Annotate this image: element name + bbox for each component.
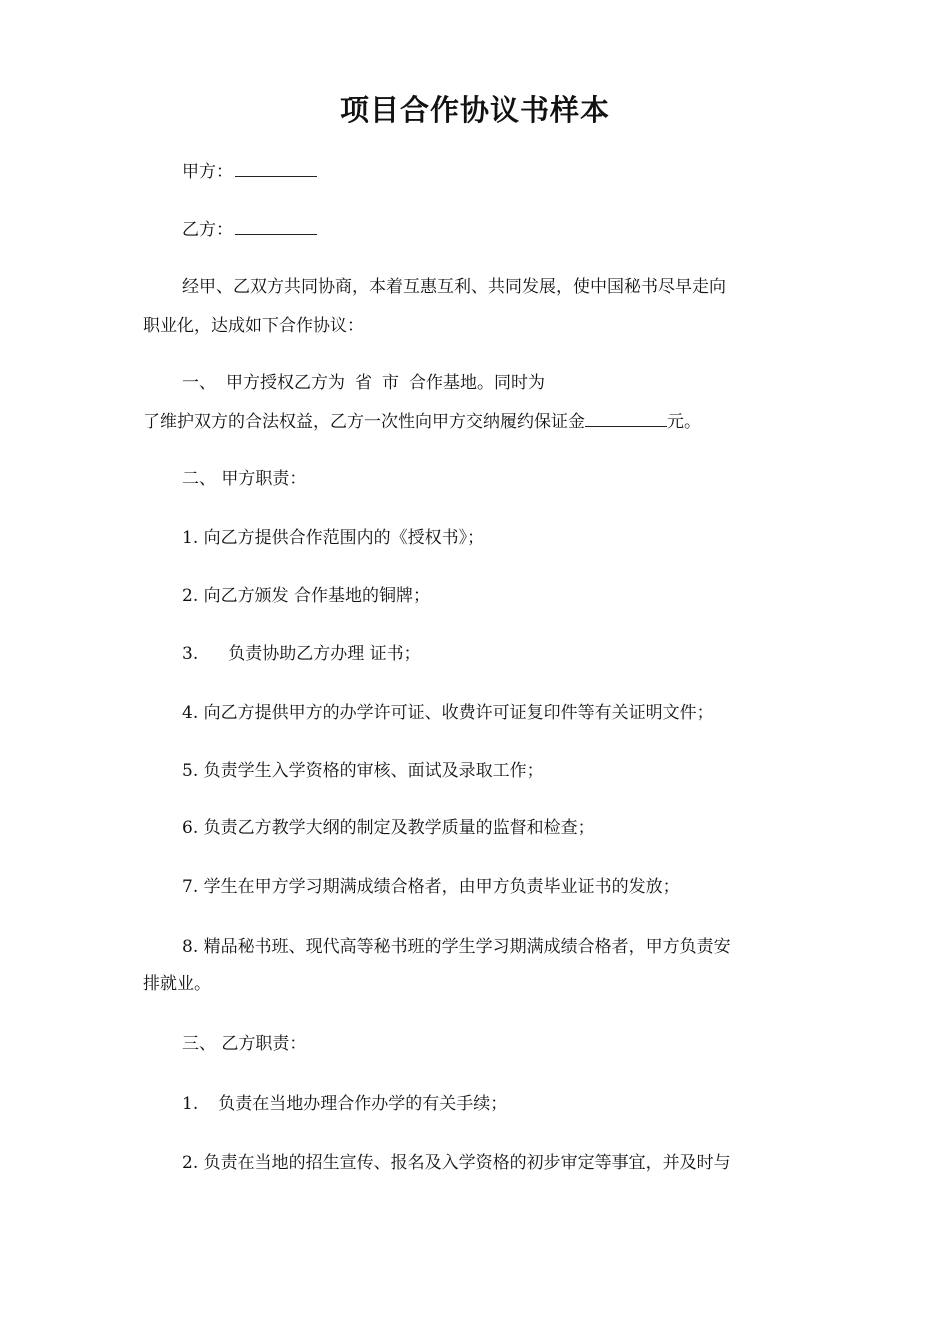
section2-heading: 二、 甲方职责： xyxy=(182,469,307,489)
section2-item-8-line-2: 排就业。 xyxy=(143,974,211,994)
clause1-line-1 xyxy=(182,370,545,396)
clause1-line-2 xyxy=(143,408,701,435)
section2-item-8-line-1: 8. 精品秘书班、现代高等秘书班的学生学习期满成绩合格者，甲方负责安 xyxy=(182,937,731,957)
section2-item-7: 7. 学生在甲方学习期满成绩合格者，由甲方负责毕业证书的发放； xyxy=(182,877,680,897)
document-title: 项目合作协议书样本 xyxy=(339,93,610,127)
section2-item-3-number: 3. xyxy=(182,644,199,664)
section2-item-4: 4. 向乙方提供甲方的办学许可证、收费许可证复印件等有关证明文件； xyxy=(182,703,714,723)
deposit-amount-blank xyxy=(585,408,667,427)
section2-item-6: 6. 负责乙方教学大纲的制定及教学质量的监督和检查； xyxy=(182,818,595,838)
party-b-blank xyxy=(235,216,317,235)
party-a-blank xyxy=(235,158,317,177)
clause1-number: 一、 xyxy=(182,373,216,393)
intro-line-2: 职业化，达成如下合作协议： xyxy=(143,316,364,336)
clause1-text-a: 甲方授权乙方为 xyxy=(226,373,345,393)
section2-item-2: 2. 向乙方颁发 合作基地的铜牌； xyxy=(182,586,431,606)
clause1-province: 省 xyxy=(355,373,372,393)
clause1-line2-text: 了维护双方的合法权益，乙方一次性向甲方交纳履约保证金 xyxy=(143,412,585,432)
section3-heading: 三、 乙方职责： xyxy=(182,1034,307,1054)
section2-item-3-text: 负责协助乙方办理 证书； xyxy=(228,644,421,664)
party-b-line xyxy=(182,216,317,243)
section2-item-3 xyxy=(182,641,421,667)
clause1-text-b: 合作基地。同时为 xyxy=(409,373,545,393)
section2-item-1: 1. 向乙方提供合作范围内的《授权书》； xyxy=(182,528,485,548)
party-a-line xyxy=(182,158,317,185)
party-b-label: 乙方： xyxy=(182,220,233,240)
intro-line-1: 经甲、乙双方共同协商，本着互惠互利、共同发展，使中国秘书尽早走向 xyxy=(182,277,726,297)
clause1-city: 市 xyxy=(382,373,399,393)
section3-item-1-number: 1. xyxy=(182,1094,199,1114)
party-a-label: 甲方： xyxy=(182,162,233,182)
section2-item-5: 5. 负责学生入学资格的审核、面试及录取工作； xyxy=(182,761,544,781)
section3-item-1 xyxy=(182,1091,507,1117)
clause1-line2-unit: 元。 xyxy=(667,412,701,432)
section3-item-1-text: 负责在当地办理合作办学的有关手续； xyxy=(218,1094,508,1114)
section3-item-2-line-1: 2. 负责在当地的招生宣传、报名及入学资格的初步审定等事宜，并及时与 xyxy=(182,1153,731,1173)
